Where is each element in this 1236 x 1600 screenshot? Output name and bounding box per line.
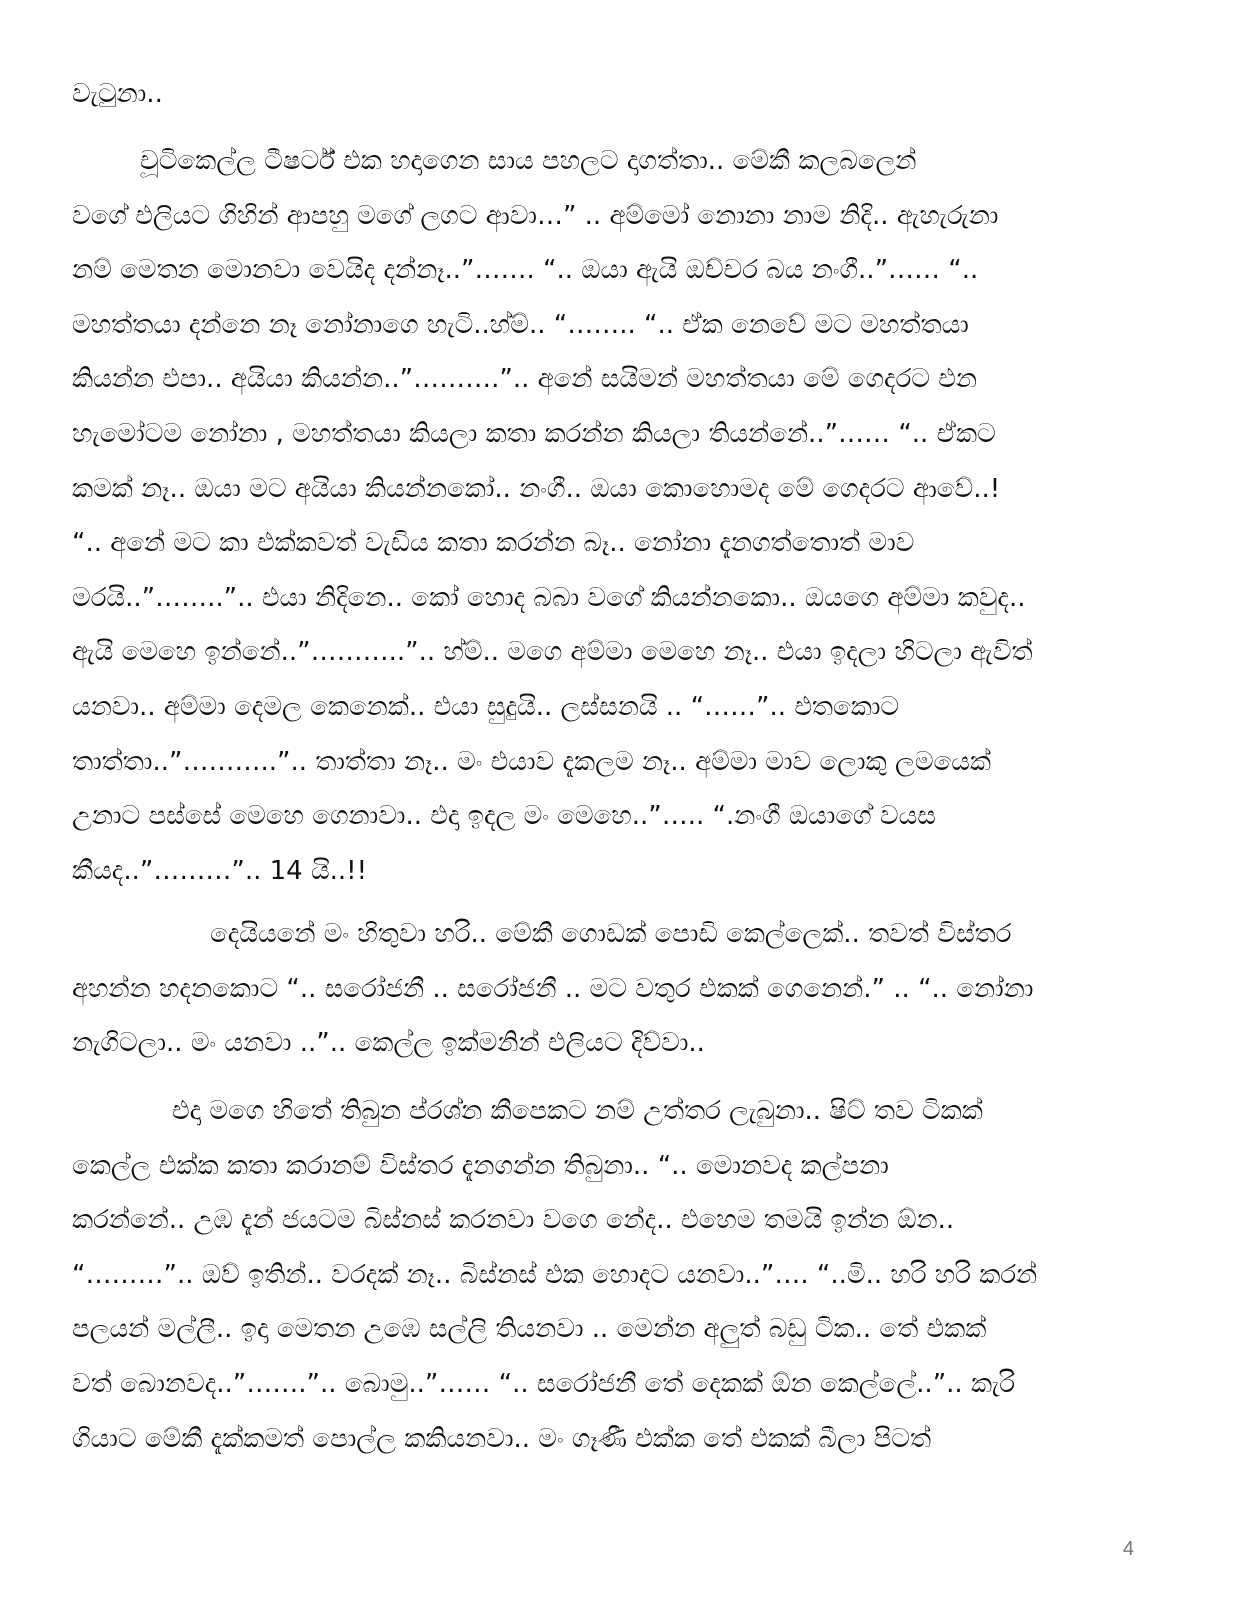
text-line: “.. අනේ මට කා එක්කවත් වැඩිය කතා කරන්න බෑ.. නෝනා දැනගත්තොත් මාව bbox=[72, 528, 915, 559]
paragraph-2 bbox=[72, 907, 1152, 1071]
text-line: කීයද..”………”.. 14 යි..!! bbox=[72, 855, 368, 886]
text-line: වත් බොනවද..”…….”.. බොමු..”…… “.. සරෝජනී තේ දෙකක් ඕන කෙල්ලේ..”.. කැරි bbox=[72, 1368, 1016, 1399]
text-line: යනවා.. අම්මා දෙමල කෙනෙක්.. එයා සුදුයි.. ලස්සනයි .. “……”.. එතකොට bbox=[72, 691, 900, 722]
text-line: චූටිකෙල්ල ටීෂර්ට් එක හදාගෙන සාය පහලට දාගත්තා.. මේකී කලබලෙන් bbox=[140, 146, 917, 176]
paragraph-0 bbox=[72, 67, 1152, 122]
text-line: “………”.. ඔව් ඉතින්.. වරදක් නෑ.. බිස්නස් එක හොදට යනවා..”…. “..මි.. හරි හරි කරන් bbox=[72, 1259, 1038, 1290]
paragraph-1 bbox=[72, 134, 1152, 898]
page-number: 4 bbox=[1122, 1538, 1134, 1560]
text-line: මහත්තයා දන්නෙ නෑ නෝනාගෙ හැටි..හ්ම්.. “…….. “.. ඒක නෙවේ මට මහත්තයා bbox=[72, 309, 969, 340]
text-line: පලයන් මල්ලී.. ඉදා මෙතන උඹෙ සල්ලි තියනවා .. මෙන්න අලුත් බඩු ටික.. තේ එකක් bbox=[72, 1314, 987, 1345]
text-line: කරන්නේ.. උඹ දැන් ජයටම බිස්නස් කරනවා වගෙ නේද.. එහෙම තමයි ඉන්න ඕන.. bbox=[72, 1205, 955, 1236]
paragraph-3 bbox=[72, 1084, 1152, 1466]
text-line: වගේ එලියට ගිහින් ආපහු මගේ ලගට ආවා…” .. අම්මෝ නොනා නාම නිදි.. ඇහැරුනා bbox=[72, 200, 999, 231]
text-line: එදා මගෙ හිතේ තිබුන ප්රශ්න කීපෙකට නම් උත්තර ලැබුනා.. ෂිට් තව ටිකක් bbox=[172, 1096, 983, 1126]
text-line: ඇයි මෙහෙ ඉන්නේ..”………..”.. හ්ම්.. මගෙ අම්මා මෙහෙ නෑ.. එයා ඉදලා හිටලා ඇවිත් bbox=[72, 637, 1033, 668]
text-line: කමක් නෑ.. ඔයා මට අයියා කියන්නකෝ.. නංගී.. ඔයා කොහොමද මේ ගෙදරට ආවේ..! bbox=[72, 473, 1001, 504]
text-line: නැගිටලා.. මං යනවා ..”.. කෙල්ල ඉක්මනින් එලියට දිව්වා.. bbox=[72, 1028, 705, 1059]
text-line: මරයි..”……..”.. එයා නිදිනෙ.. කෝ හොද බබා වගේ කියන්නකො.. ඔයගෙ අම්මා කවුද.. bbox=[72, 582, 1026, 613]
text-line: ගියාට මේකී දැක්කමත් පොල්ල කකියනවා.. මං ගෑණී එක්ක තේ එකක් බීලා පිටත් bbox=[72, 1423, 932, 1454]
text-line: තාත්තා..”………..”.. තාත්තා නෑ.. මං එයාව දැකලම නෑ.. අම්මා මාව ලොකු ලමයෙක් bbox=[72, 746, 992, 777]
text-line: දෙයියනේ මං හිතුවා හරි.. මේකී ගොඩක් පොඩි කෙල්ලෙක්.. තවත් විස්තර bbox=[210, 919, 1012, 949]
text-line: අහන්න හදනකොට “.. සරෝජනී .. සරෝජනී .. මට වතුර එකක් ගෙනෙන්.” .. “.. නෝනා bbox=[72, 973, 1034, 1004]
text-line: කියන්න එපා.. අයියා කියන්න..”……….”.. අනේ සයිමන් මහත්තයා මේ ගෙදරට එන bbox=[72, 364, 977, 395]
text-line: උනාට පස්සේ මෙහෙ ගෙනාවා.. එදා ඉදල මං මෙහෙ..”….. “.නංගී ඔයාගේ වයස bbox=[72, 801, 936, 832]
text-line: වැටුනා.. bbox=[72, 79, 163, 109]
text-line: නම් මෙතන මොනවා වෙයිද දන්නෑ..”……. “.. ඔයා ඇයි ඔච්චර බය නංගී..”…… “.. bbox=[72, 255, 979, 286]
text-line: හැමෝටම නෝනා , මහත්තයා කියලා කතා කරන්න කියලා තියන්නේ..”…… “.. ඒකට bbox=[72, 418, 996, 449]
text-line: කෙල්ල එක්ක කතා කරානම් විස්තර දැනගන්න තිබුනා.. “.. මොනවද කල්පනා bbox=[72, 1150, 889, 1181]
